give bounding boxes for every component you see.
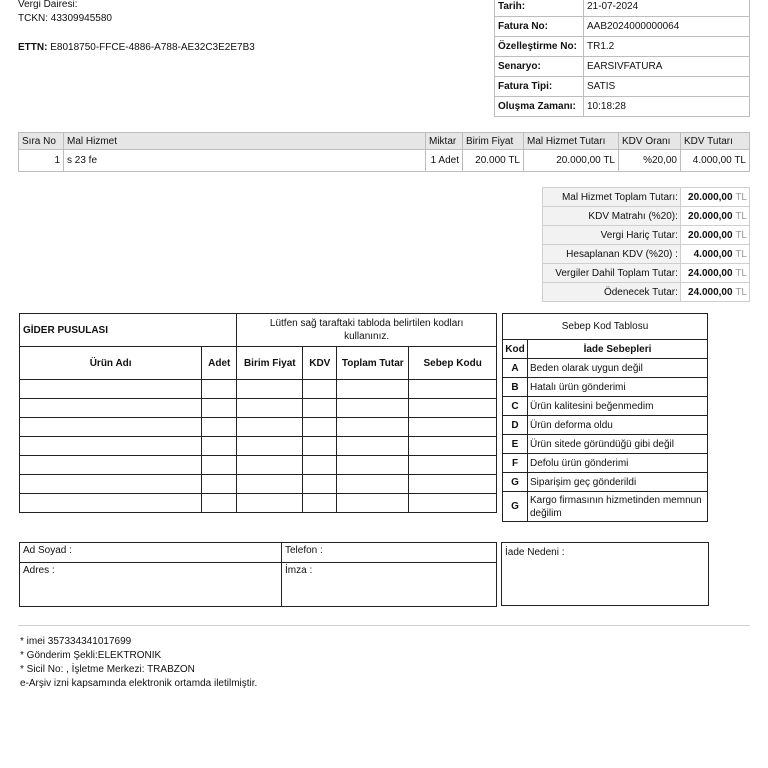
col-kdv-tutari: KDV Tutarı [681, 133, 750, 150]
gider-cell[interactable] [337, 475, 409, 494]
gider-cell[interactable] [202, 380, 237, 399]
total-amount: 20.000,00 [688, 229, 733, 241]
sebep-text: Kargo firmasının hizmetinden memnun değilim [528, 492, 708, 522]
col-sira: Sıra No [19, 133, 64, 150]
gider-row [20, 475, 497, 494]
total-label: Vergiler Dahil Toplam Tutar: [543, 264, 681, 283]
tckn: TCKN: 43309945580 [18, 13, 112, 24]
gider-cell[interactable] [202, 437, 237, 456]
sebep-header-row [503, 340, 708, 359]
info-row [495, 57, 750, 77]
currency: TL [735, 267, 747, 279]
sebep-code: D [503, 416, 528, 435]
sebep-text: Hatalı ürün gönderimi [528, 378, 708, 397]
gider-cell[interactable] [20, 380, 202, 399]
col-kdv: KDV [303, 347, 337, 380]
info-row [495, 0, 750, 17]
total-amount: 20.000,00 [688, 191, 733, 203]
gider-cell[interactable] [237, 380, 303, 399]
sebep-code: C [503, 397, 528, 416]
sebep-row [503, 492, 708, 522]
total-amount: 4.000,00 [693, 248, 733, 260]
gider-cell[interactable] [303, 456, 337, 475]
col-kod: Kod [503, 340, 528, 359]
currency: TL [735, 191, 747, 203]
col-urun-adi: Ürün Adı [20, 347, 202, 380]
totals-table [542, 187, 750, 302]
gider-cell[interactable] [409, 494, 497, 513]
total-label: Ödenecek Tutar: [543, 283, 681, 302]
contact-row [20, 563, 497, 607]
info-key: Fatura Tipi: [495, 77, 584, 97]
info-key: Özelleştirme No: [495, 37, 584, 57]
note-sicil: * Sicil No: , İşletme Merkezi: TRABZON [20, 664, 195, 675]
info-value: EARSIVFATURA [584, 57, 750, 77]
info-value: SATIS [584, 77, 750, 97]
gider-note: Lütfen sağ taraftaki tabloda belirtilen kodları kullanınız. [237, 314, 497, 347]
sebep-text: Ürün sitede göründüğü gibi değil [528, 435, 708, 454]
items-table [18, 132, 750, 172]
gider-cell[interactable] [303, 437, 337, 456]
info-value: TR1.2 [584, 37, 750, 57]
sebep-title-row [503, 314, 708, 340]
gider-cell[interactable] [337, 456, 409, 475]
sebep-text: Ürün kalitesini beğenmedim [528, 397, 708, 416]
sebep-title: Sebep Kod Tablosu [503, 314, 708, 340]
total-amount: 24.000,00 [688, 267, 733, 279]
sebep-code: B [503, 378, 528, 397]
note-earsiv: e-Arşiv izni kapsamında elektronik ortamda iletilmiştir. [20, 678, 258, 689]
gider-cell[interactable] [409, 437, 497, 456]
sebep-row [503, 473, 708, 492]
info-value: 21-07-2024 [584, 0, 750, 17]
gider-cell[interactable] [409, 475, 497, 494]
sebep-row [503, 397, 708, 416]
cell-kdv-tutari: 4.000,00 TL [681, 150, 750, 172]
table-row [19, 150, 750, 172]
cell-miktar: 1 Adet [426, 150, 463, 172]
total-value [680, 188, 749, 207]
ettn-value: E8018750-FFCE-4886-A788-AE32C3E2E7B3 [50, 42, 255, 53]
total-amount: 20.000,00 [688, 210, 733, 222]
total-label: Vergi Hariç Tutar: [543, 226, 681, 245]
items-header [19, 133, 750, 150]
invoice-info-table [494, 0, 750, 117]
col-mal-hizmet-tutari: Mal Hizmet Tutarı [524, 133, 619, 150]
sebep-row [503, 454, 708, 473]
sebep-code: A [503, 359, 528, 378]
gider-cell[interactable] [303, 399, 337, 418]
gider-cell[interactable] [409, 399, 497, 418]
total-value [680, 264, 749, 283]
gider-cell[interactable] [409, 418, 497, 437]
sebep-table [502, 313, 708, 522]
currency: TL [735, 286, 747, 298]
sebep-code: G [503, 492, 528, 522]
info-row [495, 77, 750, 97]
cell-birim-fiyat: 20.000 TL [463, 150, 524, 172]
currency: TL [735, 210, 747, 222]
gider-title: GİDER PUSULASI [20, 314, 237, 347]
info-row [495, 97, 750, 117]
gider-cell[interactable] [337, 380, 409, 399]
sebep-code: E [503, 435, 528, 454]
sebep-row [503, 378, 708, 397]
total-value [680, 283, 749, 302]
gider-cell[interactable] [202, 494, 237, 513]
col-adet: Adet [202, 347, 237, 380]
gider-cell[interactable] [20, 475, 202, 494]
gider-cell[interactable] [237, 475, 303, 494]
gider-cell[interactable] [202, 475, 237, 494]
info-key: Senaryo: [495, 57, 584, 77]
info-key: Oluşma Zamanı: [495, 97, 584, 117]
cell-sira: 1 [19, 150, 64, 172]
col-mal-hizmet: Mal Hizmet [64, 133, 426, 150]
gider-cell[interactable] [337, 494, 409, 513]
contact-row [20, 543, 497, 563]
total-value [680, 226, 749, 245]
cell-kdv-orani: %20,00 [619, 150, 681, 172]
total-label: Hesaplanan KDV (%20) : [543, 245, 681, 264]
note-imei: * imei 357334341017699 [20, 636, 132, 647]
info-row [495, 37, 750, 57]
gider-title-row [20, 314, 497, 347]
currency: TL [735, 248, 747, 260]
col-iade-sebepleri: İade Sebepleri [528, 340, 708, 359]
total-label: KDV Matrahı (%20): [543, 207, 681, 226]
info-key: Tarih: [495, 0, 584, 17]
sebep-code: F [503, 454, 528, 473]
col-kdv-orani: KDV Oranı [619, 133, 681, 150]
imza-field[interactable]: İmza : [282, 563, 497, 607]
info-value: AAB2024000000064 [584, 17, 750, 37]
totals-row [543, 283, 750, 302]
gider-row [20, 437, 497, 456]
gider-pusulasi [19, 313, 497, 516]
gider-row [20, 456, 497, 475]
gider-cell[interactable] [237, 418, 303, 437]
gider-cell[interactable] [20, 399, 202, 418]
total-amount: 24.000,00 [688, 286, 733, 298]
adres-field[interactable]: Adres : [20, 563, 282, 607]
ettn [18, 42, 255, 53]
col-miktar: Miktar [426, 133, 463, 150]
gider-cell[interactable] [20, 437, 202, 456]
vergi-dairesi: Vergi Dairesi: [18, 0, 78, 10]
col-toplam-tutar: Toplam Tutar [337, 347, 409, 380]
sebep-text: Siparişim geç gönderildi [528, 473, 708, 492]
gider-cell[interactable] [303, 475, 337, 494]
gider-cell[interactable] [202, 399, 237, 418]
gider-table [19, 313, 497, 513]
note-gonderim: * Gönderim Şekli:ELEKTRONIK [20, 650, 162, 661]
totals-row [543, 188, 750, 207]
contact-table [19, 542, 497, 607]
telefon-field[interactable]: Telefon : [282, 543, 497, 563]
gider-cell[interactable] [20, 456, 202, 475]
gider-header-row [20, 347, 497, 380]
gider-cell[interactable] [20, 418, 202, 437]
info-value: 10:18:28 [584, 97, 750, 117]
sebep-kod-tablosu [502, 313, 708, 522]
col-birim-fiyat: Birim Fiyat [237, 347, 303, 380]
gider-cell[interactable] [303, 380, 337, 399]
cell-mal-hizmet: s 23 fe [64, 150, 426, 172]
sebep-row [503, 416, 708, 435]
totals-row [543, 245, 750, 264]
col-sebep-kodu: Sebep Kodu [409, 347, 497, 380]
cell-mal-hizmet-tutari: 20.000,00 TL [524, 150, 619, 172]
gider-cell[interactable] [337, 399, 409, 418]
gider-row [20, 494, 497, 513]
gider-cell[interactable] [237, 399, 303, 418]
totals-row [543, 207, 750, 226]
ettn-label: ETTN: [18, 42, 48, 53]
gider-row [20, 418, 497, 437]
gider-cell[interactable] [409, 456, 497, 475]
sebep-text: Beden olarak uygun değil [528, 359, 708, 378]
info-key: Fatura No: [495, 17, 584, 37]
gider-row [20, 380, 497, 399]
sebep-code: G [503, 473, 528, 492]
info-row [495, 17, 750, 37]
totals-row [543, 264, 750, 283]
col-birim-fiyat: Birim Fiyat [463, 133, 524, 150]
divider [18, 625, 750, 626]
sebep-row [503, 359, 708, 378]
gider-cell[interactable] [202, 456, 237, 475]
gider-cell[interactable] [409, 380, 497, 399]
gider-cell[interactable] [202, 418, 237, 437]
gider-cell[interactable] [20, 494, 202, 513]
gider-cell[interactable] [237, 494, 303, 513]
gider-cell[interactable] [303, 418, 337, 437]
ad-soyad-field[interactable]: Ad Soyad : [20, 543, 282, 563]
totals-row [543, 226, 750, 245]
iade-nedeni-label: İade Nedeni : [505, 547, 565, 558]
currency: TL [735, 229, 747, 241]
total-value [680, 245, 749, 264]
gider-cell[interactable] [337, 418, 409, 437]
gider-cell[interactable] [303, 494, 337, 513]
gider-row [20, 399, 497, 418]
total-label: Mal Hizmet Toplam Tutarı: [543, 188, 681, 207]
gider-cell[interactable] [237, 437, 303, 456]
gider-cell[interactable] [337, 437, 409, 456]
sebep-text: Ürün deforma oldu [528, 416, 708, 435]
total-value [680, 207, 749, 226]
sebep-text: Defolu ürün gönderimi [528, 454, 708, 473]
gider-cell[interactable] [237, 456, 303, 475]
sebep-row [503, 435, 708, 454]
iade-nedeni-field[interactable] [501, 542, 709, 606]
